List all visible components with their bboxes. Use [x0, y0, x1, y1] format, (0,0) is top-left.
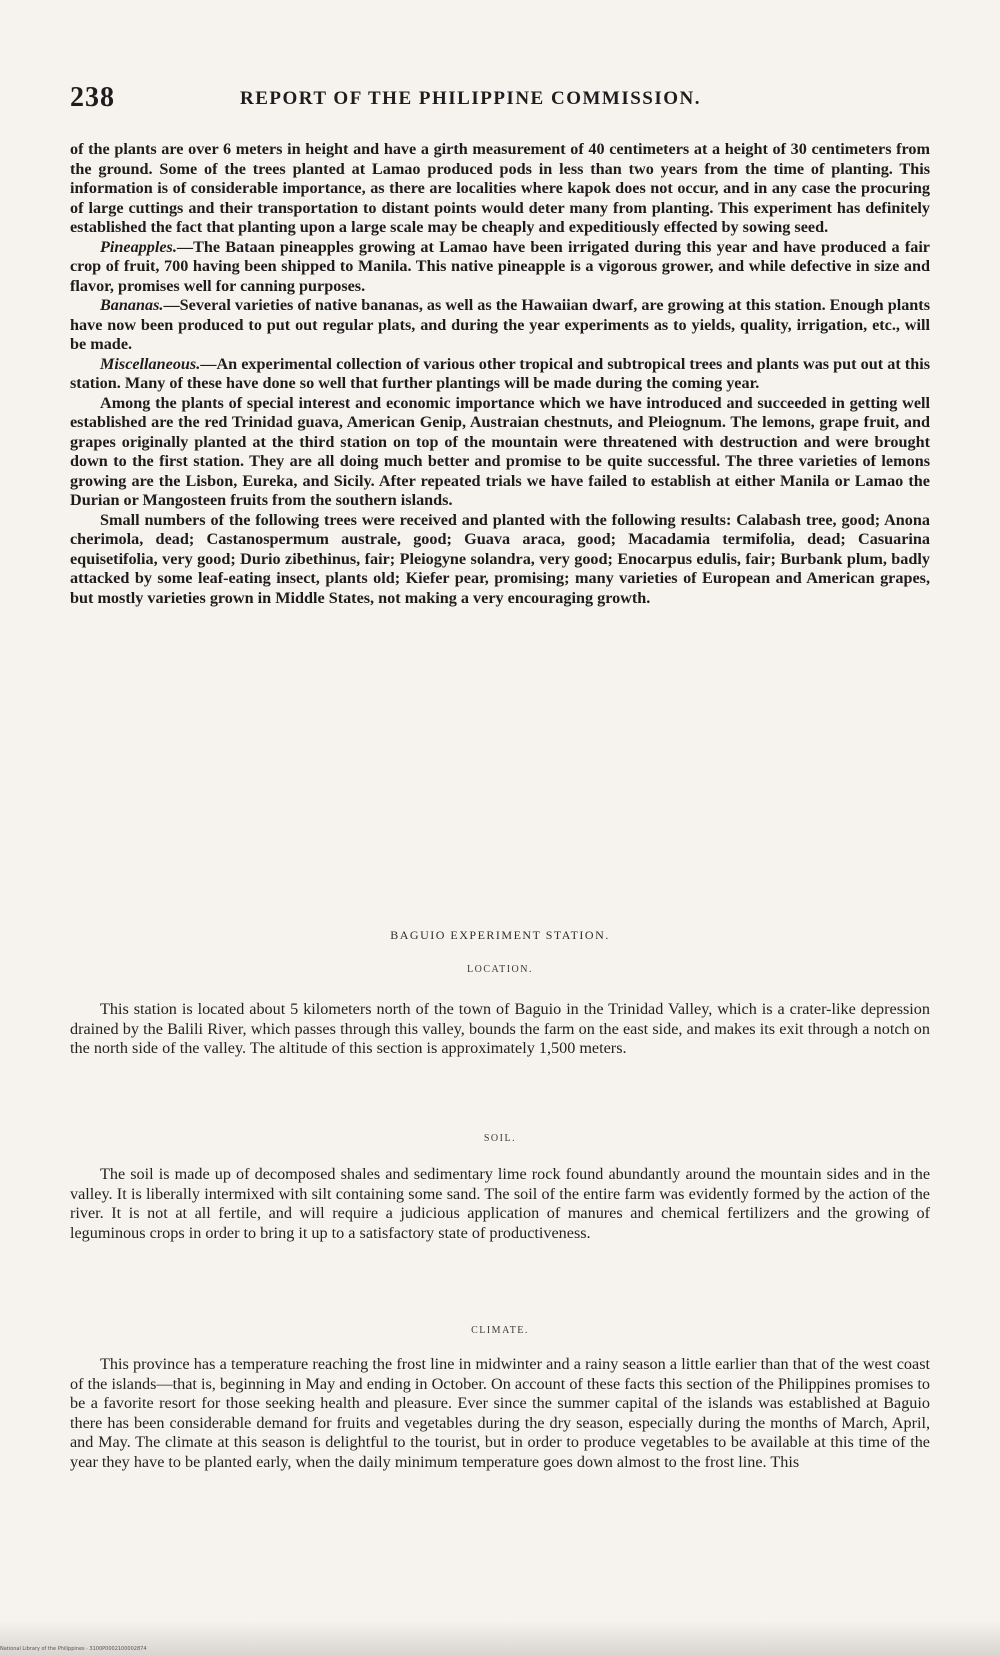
paragraph-bananas: [70, 296, 930, 355]
paragraph-tree-results: Small numbers of the following trees were received and planted with the following results: Calabash tree, good; Anona cherimola, dead; Castanospermum australe, good; Guava araca, good; Macadamia termifolia, dead; Casuarina equisetifolia, very good; Durio zibethinus, fair; Pleiogyne solandra, very good; Enocarpus edulis, fair; Burbank plum, badly attacked by some leaf-eating insect, plants old; Kiefer pear, promising; many varieties of European and American grapes, but mostly varieties grown in Middle States, not making a very encouraging growth.: [70, 510, 930, 607]
page-header: [70, 82, 930, 112]
subsection-title-location: LOCATION.: [467, 964, 533, 975]
paragraph-body: —An experimental collection of various other tropical and subtropical trees and plants was put out at this station. Many of these have done so well that further plantings will be made during the coming year.: [70, 354, 930, 392]
paragraph-soil: [70, 1165, 930, 1243]
paragraph-climate: [70, 1355, 930, 1472]
section-title-baguio: BAGUIO EXPERIMENT STATION.: [390, 928, 610, 942]
paragraph-plants-of-interest: Among the plants of special interest and economic importance which we have introduced and succeeded in getting well established are the red Trinidad guava, American Genip, Austraian chestnuts, and Pleiognum. The lemons, grape fruit, and grapes originally planted at the third station on top of the mountain were threatened with destruction and were brought down to the first station. They are all doing much better and promise to be quite successful. The three varieties of lemons growing are the Lisbon, Eureka, and Sicily. After repeated trials we have failed to establish at either Manila or Lamao the Durian or Mangosteen fruits from the southern islands.: [70, 393, 930, 509]
running-head: REPORT OF THE PHILIPPINE COMMISSION.: [240, 88, 702, 109]
main-text-upper: [70, 140, 930, 608]
scan-footer: National Library of the Philippines · 3100P0002100002874: [0, 1646, 147, 1652]
soil-text: The soil is made up of decomposed shales and sedimentary lime rock found abundantly around the mountain sides and in the valley. It is liberally intermixed with silt containing some sand. The soil of the entire farm was evidently formed by the action of the river. It is not at all fertile, and will require a judicious application of manures and chemical fertilizers and the growing of leguminous crops in order to bring it up to a satisfactory state of productiveness.: [70, 1165, 930, 1242]
paragraph-lead: Miscellaneous.: [100, 354, 201, 373]
page-edge-shadow: [0, 1620, 1000, 1656]
climate-text: This province has a temperature reaching the frost line in midwinter and a rainy season a little earlier than that of the west coast of the islands—that is, beginning in May and ending in October. On account of these facts this section of the Philippines promises to be a favorite resort for those seeking health and pleasure. Ever since the summer capital of the islands was established at Baguio there has been considerable demand for fruits and vegetables during the dry season, especially during the months of March, April, and May. The climate at this season is delightful to the tourist, but in order to produce vegetables to be available at this time of the year they have to be planted early, when the daily minimum temperature goes down almost to the frost line. This: [70, 1355, 930, 1471]
paragraph-kapok: of the plants are over 6 meters in height and have a girth measurement of 40 centimeters at a height of 30 centimeters from the ground. Some of the trees planted at Lamao produced pods in less than two years from the time of planting. This information is of considerable importance, as there are localities where kapok does not occur, and in any case the procuring of large cuttings and their transportation to distant points would deter many from planting. This experiment has definitely established the fact that planting upon a large scale may be cheaply and expeditiously effected by sowing seed.: [70, 140, 930, 236]
paragraph-miscellaneous: [70, 355, 930, 394]
paragraph-body: —The Bataan pineapples growing at Lamao have been irrigated during this year and have produced a fair crop of fruit, 700 having been shipped to Manila. This native pineapple is a vigorous grower, and while defective in size and flavor, promises well for canning purposes.: [70, 237, 930, 295]
paragraph-body: —Several varieties of native bananas, as well as the Hawaiian dwarf, are growing at this station. Enough plants have now been produced to put out regular plats, and during the year experiments as to yields, quality, irrigation, etc., will be made.: [70, 296, 930, 353]
paragraph-pineapples: [70, 238, 930, 297]
subsection-title-soil: SOIL.: [483, 1133, 517, 1144]
paragraph-location: [70, 1000, 930, 1059]
paragraph-lead: Bananas.: [100, 296, 164, 314]
subsection-title-climate: CLIMATE.: [471, 1325, 529, 1336]
location-text: This station is located about 5 kilometers north of the town of Baguio in the Trinidad Valley, which is a crater-like depression drained by the Balili River, which passes through this valley, bounds the farm on the east side, and makes its exit through a notch on the north side of the valley. The altitude of this section is approximately 1,500 meters.: [70, 1000, 930, 1057]
paragraph-lead: Pineapples.: [100, 237, 177, 256]
page-number: 238: [70, 82, 115, 113]
